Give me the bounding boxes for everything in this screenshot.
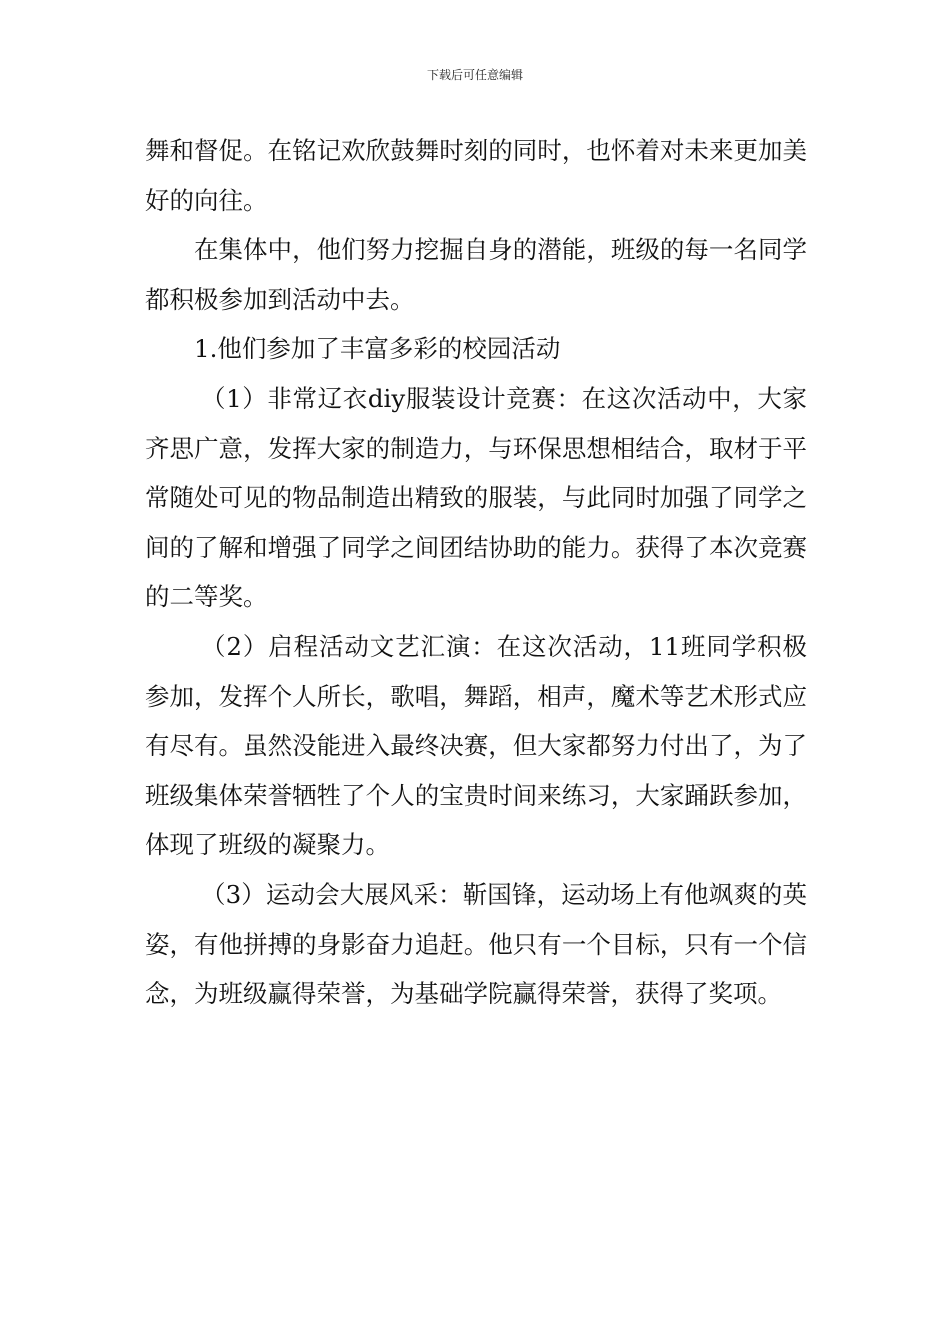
paragraph-continuation: 舞和督促。在铭记欢欣鼓舞时刻的同时，也怀着对未来更加美好的向往。 [145, 136, 807, 215]
header-note: 下载后可任意编辑 [426, 68, 523, 82]
document-body [145, 126, 807, 1019]
list-item-art-show: （2）启程活动文艺汇演：在这次活动，11班同学积极参加，发挥个人所长，歌唱，舞蹈，相声，魔术等艺术形式应有尽有。虽然没能进入最终决赛，但大家都努力付出了，为了班级集体荣誉牺牲了个人的宝贵时间来练习，大家踊跃参加，体现了班级的凝聚力。 [145, 631, 807, 860]
list-item-fashion-contest: （1）非常辽衣diy服装设计竞赛：在这次活动中，大家齐思广意，发挥大家的制造力，与环保思想相结合，取材于平常随处可见的物品制造出精致的服装，与此同时加强了同学之间的了解和增强了同学之间团结协助的能力。获得了本次竞赛的二等奖。 [145, 383, 807, 612]
list-heading-activities: 1.他们参加了丰富多彩的校园活动 [194, 334, 561, 364]
list-item-sports-meet: （3）运动会大展风采：靳国锋，运动场上有他飒爽的英姿，有他拼搏的身影奋力追赶。他只有一个目标，只有一个信念，为班级赢得荣誉，为基础学院赢得荣誉，获得了奖项。 [145, 879, 807, 1009]
paragraph-collective: 在集体中，他们努力挖掘自身的潜能，班级的每一名同学都积极参加到活动中去。 [145, 235, 807, 314]
